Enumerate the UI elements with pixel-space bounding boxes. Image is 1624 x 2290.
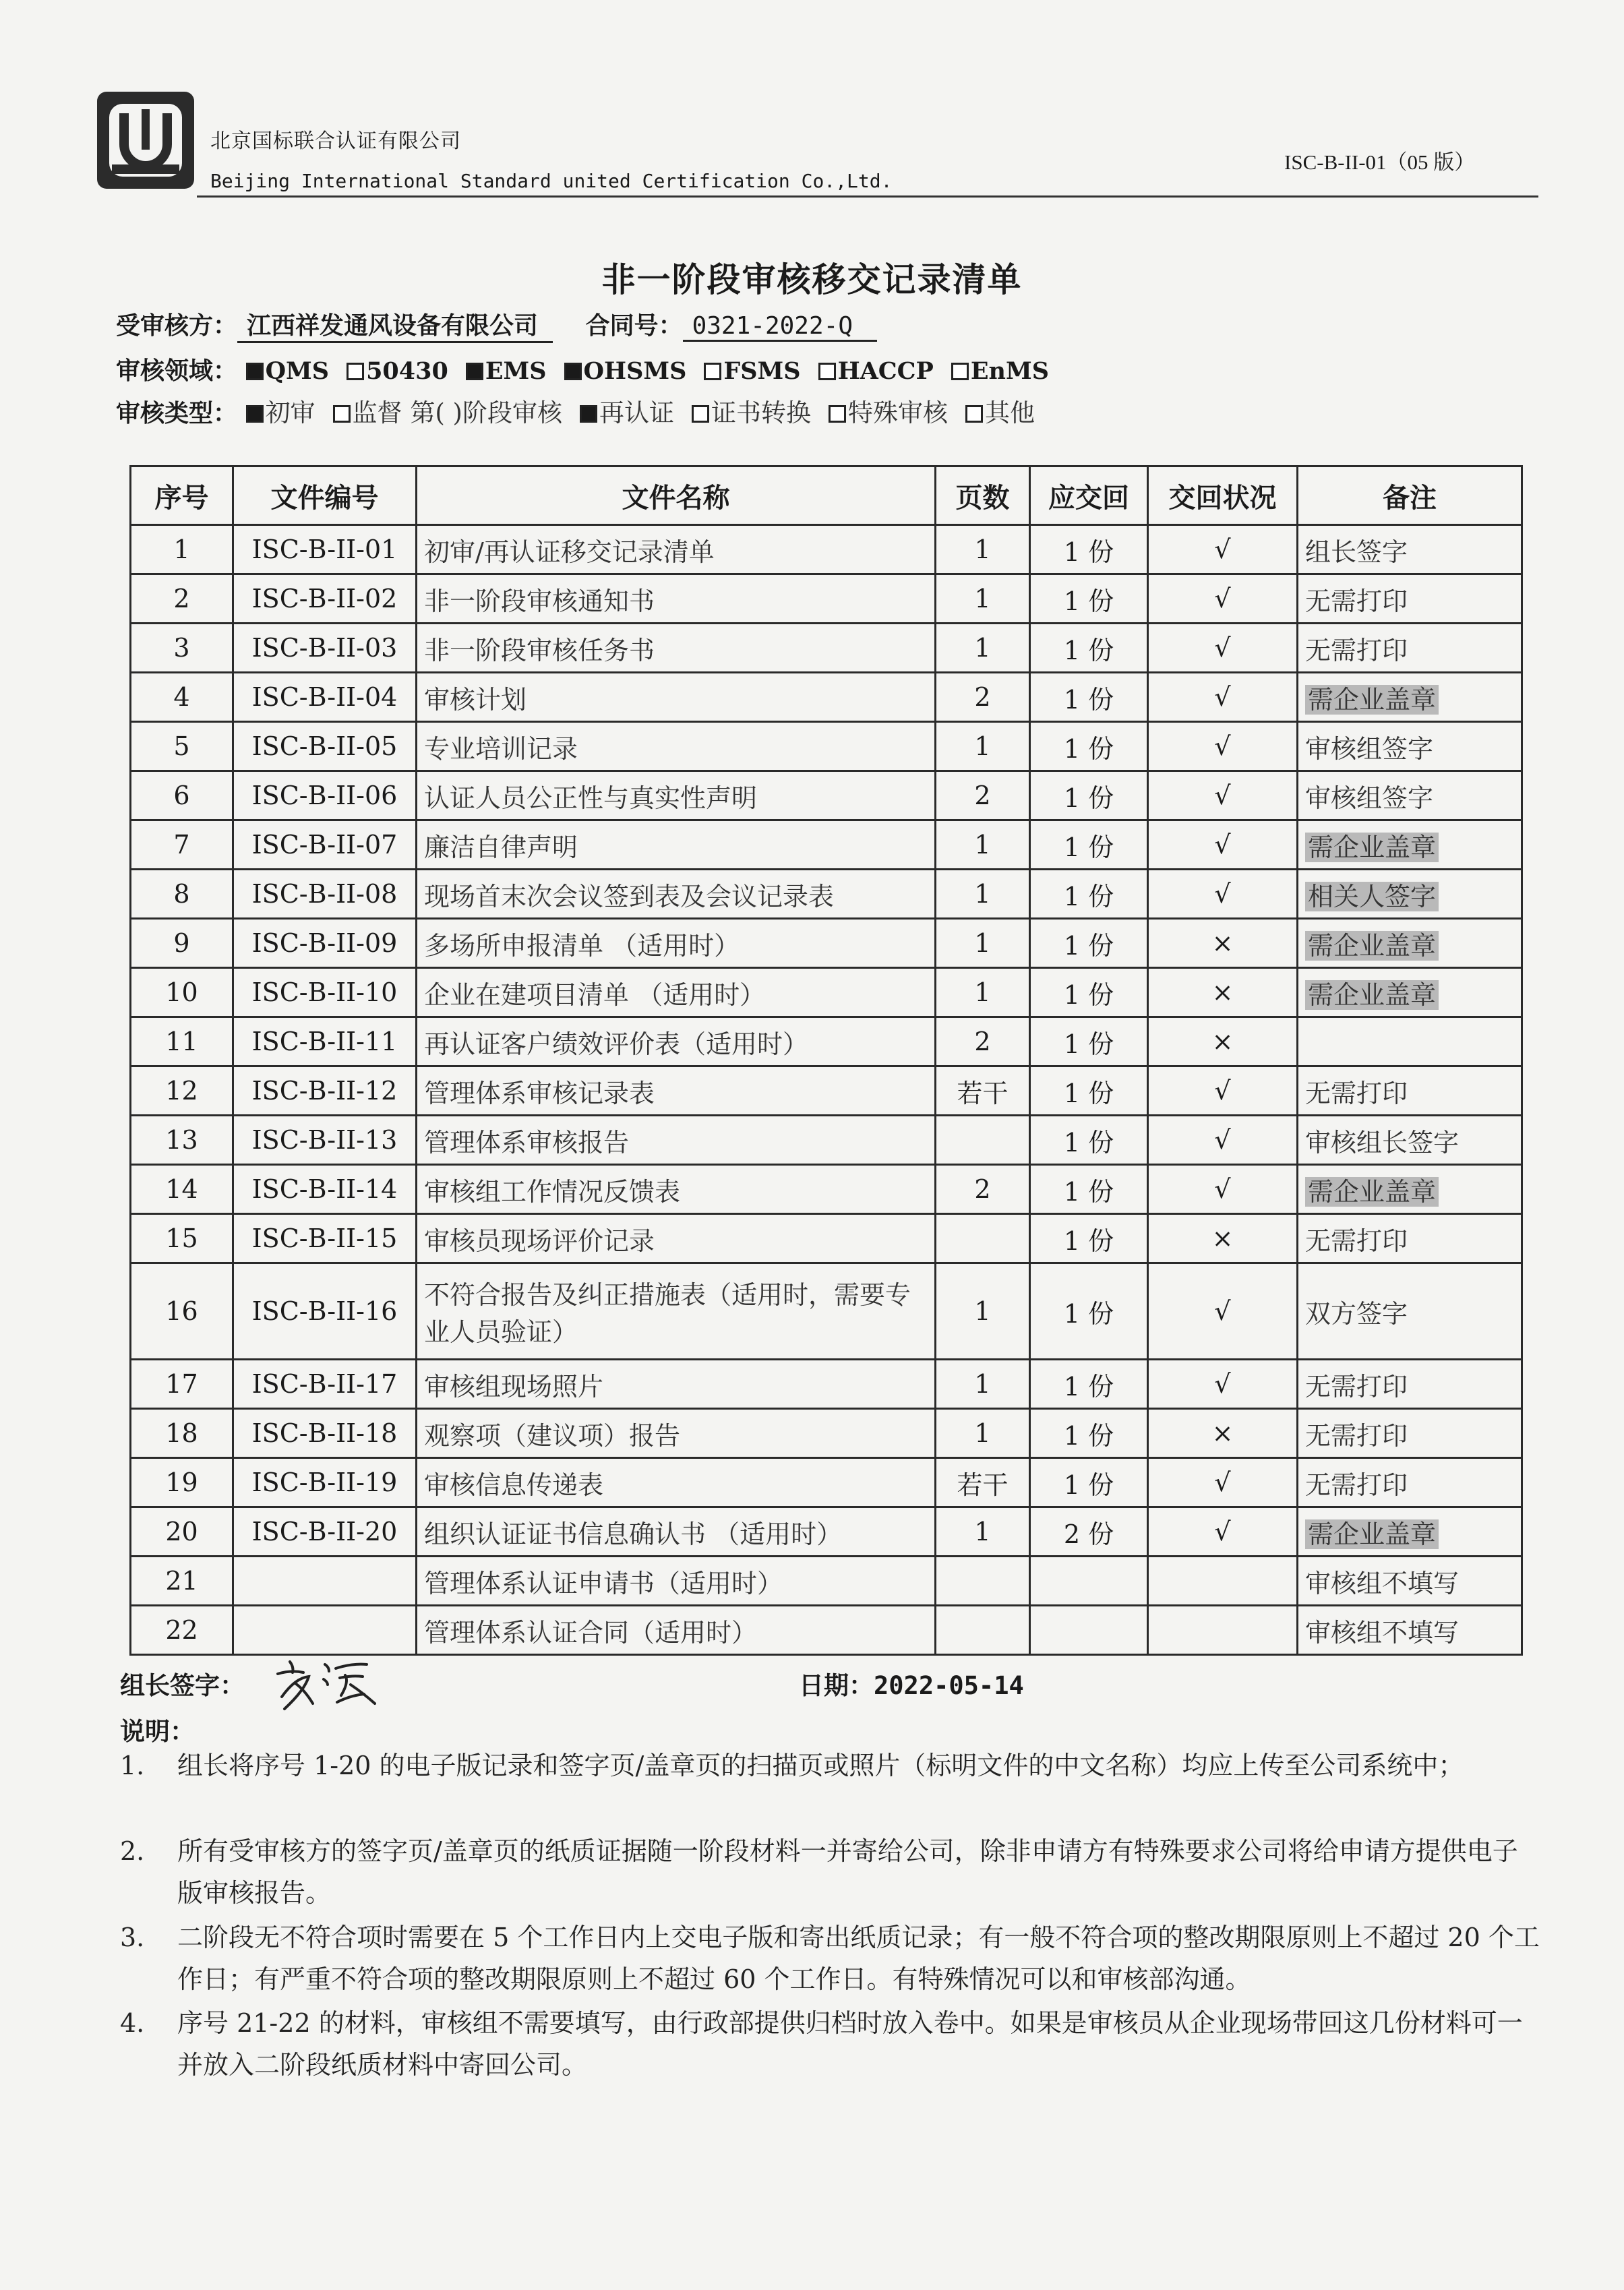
row-number: 15	[131, 1214, 233, 1263]
transfer-record-table	[129, 465, 1523, 1656]
table-row	[131, 1606, 1522, 1655]
table-row	[131, 968, 1522, 1017]
domain-option-label: QMS	[265, 357, 330, 385]
row-number: 3	[131, 624, 233, 673]
row-pages: 2	[936, 1017, 1030, 1066]
unchecked-box-icon[interactable]	[829, 405, 846, 423]
note-item	[120, 1745, 1542, 1786]
row-pages: 1	[936, 722, 1030, 771]
note-text: 序号 21-22 的材料，审核组不需要填写，由行政部提供归档时放入卷中。如果是审核员从企业现场带回这几份材料可一并放入二阶段纸质材料中寄回公司。	[177, 2008, 1523, 2080]
row-return-status: √	[1148, 722, 1298, 771]
checked-box-icon[interactable]	[564, 363, 582, 380]
row-remark: 无需打印	[1298, 1409, 1522, 1458]
row-file-code: ISC-B-II-15	[233, 1214, 417, 1263]
remark-highlight: 需企业盖章	[1305, 1177, 1439, 1207]
row-number: 17	[131, 1360, 233, 1409]
row-file-code: ISC-B-II-17	[233, 1360, 417, 1409]
row-file-name: 审核信息传递表	[417, 1458, 936, 1507]
date-value: 2022-05-14	[874, 1671, 1024, 1700]
domain-option[interactable]	[951, 357, 1049, 385]
note-item	[120, 1830, 1542, 1914]
remark-highlight: 需企业盖章	[1305, 685, 1439, 715]
row-number: 1	[131, 525, 233, 574]
audit-type-option-label: 监督 第( )阶段审核	[352, 398, 562, 427]
row-return-status: √	[1148, 870, 1298, 919]
table-row	[131, 1458, 1522, 1507]
row-number: 20	[131, 1507, 233, 1557]
row-pages: 1	[936, 624, 1030, 673]
row-remark	[1298, 1165, 1522, 1214]
row-copies: 1 份	[1030, 673, 1148, 722]
company-name-en: Beijing International Standard united Certification Co.,Ltd.	[210, 170, 893, 192]
row-file-name: 非一阶段审核通知书	[417, 574, 936, 624]
audit-type-option[interactable]	[965, 392, 1035, 429]
row-file-code	[233, 1606, 417, 1655]
row-file-name: 认证人员公正性与真实性声明	[417, 771, 936, 820]
row-return-status: √	[1148, 1066, 1298, 1116]
row-return-status: ×	[1148, 1017, 1298, 1066]
row-file-code: ISC-B-II-09	[233, 919, 417, 968]
table-header-row	[131, 466, 1522, 525]
note-number: 2.	[120, 1836, 145, 1866]
row-file-code: ISC-B-II-13	[233, 1116, 417, 1165]
row-remark	[1298, 919, 1522, 968]
handwritten-signature	[270, 1648, 391, 1712]
audit-type-option-label: 其他	[984, 398, 1035, 427]
unchecked-box-icon[interactable]	[965, 405, 983, 423]
row-return-status: √	[1148, 820, 1298, 870]
row-number: 5	[131, 722, 233, 771]
audit-type-option[interactable]	[580, 392, 674, 429]
notes-title: 说明：	[120, 1716, 195, 1746]
row-return-status	[1148, 1606, 1298, 1655]
row-pages	[936, 1116, 1030, 1165]
remark-highlight: 相关人签字	[1305, 882, 1439, 911]
row-pages: 1	[936, 574, 1030, 624]
row-return-status: √	[1148, 574, 1298, 624]
audit-type-option[interactable]	[333, 392, 562, 429]
company-name-cn: 北京国标联合认证有限公司	[210, 129, 461, 153]
row-number: 6	[131, 771, 233, 820]
row-number: 2	[131, 574, 233, 624]
row-pages: 1	[936, 870, 1030, 919]
row-copies: 1 份	[1030, 525, 1148, 574]
contract-value: 0321-2022-Q	[683, 312, 877, 342]
audit-type-option[interactable]	[246, 392, 315, 429]
row-file-name: 专业培训记录	[417, 722, 936, 771]
row-remark	[1298, 1017, 1522, 1066]
audit-domain-label: 审核领域：	[116, 357, 238, 385]
audit-domain-row	[116, 352, 1066, 386]
col-header-code: 文件编号	[233, 466, 417, 525]
auditee-label: 受审核方：	[116, 311, 238, 340]
table-row	[131, 1066, 1522, 1116]
row-return-status: √	[1148, 673, 1298, 722]
domain-option[interactable]	[466, 357, 547, 385]
note-number: 4.	[120, 2008, 145, 2038]
row-copies	[1030, 1557, 1148, 1606]
row-pages: 1	[936, 968, 1030, 1017]
row-file-code: ISC-B-II-18	[233, 1409, 417, 1458]
row-file-name: 非一阶段审核任务书	[417, 624, 936, 673]
row-number: 7	[131, 820, 233, 870]
row-file-name: 现场首末次会议签到表及会议记录表	[417, 870, 936, 919]
note-number: 1.	[120, 1751, 145, 1780]
table-row	[131, 722, 1522, 771]
row-return-status: ×	[1148, 968, 1298, 1017]
table-row	[131, 1507, 1522, 1557]
contract-label: 合同号：	[585, 311, 683, 340]
row-remark: 无需打印	[1298, 1214, 1522, 1263]
remark-highlight: 需企业盖章	[1305, 833, 1439, 862]
row-pages	[936, 1557, 1030, 1606]
note-text: 所有受审核方的签字页/盖章页的纸质证据随一阶段材料一并寄给公司，除非申请方有特殊要求公司将给申请方提供电子版审核报告。	[177, 1836, 1518, 1908]
row-file-name: 管理体系审核记录表	[417, 1066, 936, 1116]
auditee-row	[116, 307, 877, 343]
row-return-status: √	[1148, 525, 1298, 574]
row-number: 16	[131, 1263, 233, 1360]
row-copies: 1 份	[1030, 1017, 1148, 1066]
row-file-code: ISC-B-II-19	[233, 1458, 417, 1507]
row-file-code: ISC-B-II-04	[233, 673, 417, 722]
note-text: 组长将序号 1-20 的电子版记录和签字页/盖章页的扫描页或照片（标明文件的中文名称）均应上传至公司系统中；	[177, 1751, 1464, 1780]
row-return-status: √	[1148, 1116, 1298, 1165]
row-copies	[1030, 1606, 1148, 1655]
row-remark	[1298, 1507, 1522, 1557]
date-row	[799, 1665, 1024, 1701]
table-row	[131, 624, 1522, 673]
note-text: 二阶段无不符合项时需要在 5 个工作日内上交电子版和寄出纸质记录；有一般不符合项的整改期限原则上不超过 20 个工作日；有严重不符合项的整改期限原则上不超过 60 个工作日。有特殊情况可以和审核部沟通。	[177, 1923, 1540, 1994]
audit-type-label: 审核类型：	[116, 399, 238, 427]
table-row	[131, 1116, 1522, 1165]
audit-type-option-label: 初审	[265, 398, 315, 427]
row-return-status: √	[1148, 771, 1298, 820]
table-row	[131, 1165, 1522, 1214]
audit-type-option[interactable]	[829, 392, 948, 429]
row-file-name: 审核计划	[417, 673, 936, 722]
domain-option[interactable]	[246, 357, 330, 385]
row-file-code: ISC-B-II-11	[233, 1017, 417, 1066]
row-file-name: 审核组工作情况反馈表	[417, 1165, 936, 1214]
domain-option[interactable]	[818, 357, 934, 385]
auditee-value: 江西祥发通风设备有限公司	[237, 307, 553, 343]
row-file-name: 审核组现场照片	[417, 1360, 936, 1409]
row-number: 8	[131, 870, 233, 919]
note-item	[120, 2002, 1542, 2086]
row-file-code: ISC-B-II-08	[233, 870, 417, 919]
row-remark: 组长签字	[1298, 525, 1522, 574]
col-header-copies: 应交回	[1030, 466, 1148, 525]
table-row	[131, 919, 1522, 968]
row-pages	[936, 1214, 1030, 1263]
col-header-no: 序号	[131, 466, 233, 525]
row-file-code: ISC-B-II-20	[233, 1507, 417, 1557]
domain-option[interactable]	[704, 357, 800, 385]
row-copies: 1 份	[1030, 1116, 1148, 1165]
table-row	[131, 870, 1522, 919]
row-return-status: ×	[1148, 1409, 1298, 1458]
company-logo	[94, 89, 197, 191]
row-number: 9	[131, 919, 233, 968]
audit-type-option[interactable]	[692, 392, 811, 429]
domain-option-label: EMS	[485, 357, 547, 385]
row-number: 21	[131, 1557, 233, 1606]
row-remark: 无需打印	[1298, 1066, 1522, 1116]
row-number: 19	[131, 1458, 233, 1507]
row-copies: 1 份	[1030, 870, 1148, 919]
row-remark: 审核组不填写	[1298, 1557, 1522, 1606]
row-number: 4	[131, 673, 233, 722]
row-number: 11	[131, 1017, 233, 1066]
row-remark	[1298, 820, 1522, 870]
row-file-name: 初审/再认证移交记录清单	[417, 525, 936, 574]
row-remark: 审核组不填写	[1298, 1606, 1522, 1655]
row-copies: 1 份	[1030, 1066, 1148, 1116]
date-label: 日期：	[799, 1670, 874, 1700]
row-file-code: ISC-B-II-07	[233, 820, 417, 870]
unchecked-box-icon[interactable]	[347, 363, 364, 380]
row-copies: 1 份	[1030, 574, 1148, 624]
row-number: 18	[131, 1409, 233, 1458]
row-pages: 1	[936, 525, 1030, 574]
row-pages: 2	[936, 1165, 1030, 1214]
checked-box-icon[interactable]	[246, 405, 264, 423]
row-remark	[1298, 968, 1522, 1017]
row-copies: 1 份	[1030, 1165, 1148, 1214]
header-divider	[197, 195, 1538, 198]
row-return-status	[1148, 1557, 1298, 1606]
row-remark: 审核组签字	[1298, 722, 1522, 771]
row-file-name: 观察项（建议项）报告	[417, 1409, 936, 1458]
table-row	[131, 820, 1522, 870]
audit-type-option-label: 特殊审核	[847, 398, 948, 427]
row-remark	[1298, 870, 1522, 919]
row-pages: 若干	[936, 1066, 1030, 1116]
page-title: 非一阶段审核移交记录清单	[601, 260, 1023, 299]
leader-sign-label: 组长签字：	[120, 1670, 245, 1700]
row-copies: 2 份	[1030, 1507, 1148, 1557]
domain-option[interactable]	[347, 357, 448, 385]
row-return-status: √	[1148, 1165, 1298, 1214]
remark-highlight: 需企业盖章	[1305, 980, 1439, 1010]
note-number: 3.	[120, 1923, 145, 1952]
row-file-code: ISC-B-II-10	[233, 968, 417, 1017]
row-remark: 审核组签字	[1298, 771, 1522, 820]
row-file-name: 管理体系认证合同（适用时）	[417, 1606, 936, 1655]
row-pages: 1	[936, 919, 1030, 968]
row-return-status: ×	[1148, 1214, 1298, 1263]
row-file-code	[233, 1557, 417, 1606]
row-copies: 1 份	[1030, 771, 1148, 820]
row-pages: 1	[936, 1409, 1030, 1458]
table-row	[131, 1360, 1522, 1409]
row-file-name: 再认证客户绩效评价表（适用时）	[417, 1017, 936, 1066]
row-pages: 2	[936, 673, 1030, 722]
row-file-code: ISC-B-II-01	[233, 525, 417, 574]
col-header-status: 交回状况	[1148, 466, 1298, 525]
row-file-name: 不符合报告及纠正措施表（适用时，需要专业人员验证）	[417, 1263, 936, 1360]
row-return-status: √	[1148, 624, 1298, 673]
audit-type-row	[116, 392, 1052, 429]
row-number: 22	[131, 1606, 233, 1655]
row-number: 10	[131, 968, 233, 1017]
table-row	[131, 1214, 1522, 1263]
row-file-code: ISC-B-II-12	[233, 1066, 417, 1116]
checked-box-icon[interactable]	[466, 363, 483, 380]
row-copies: 1 份	[1030, 1263, 1148, 1360]
table-row	[131, 574, 1522, 624]
domain-option-label: OHSMS	[583, 357, 687, 385]
row-pages: 1	[936, 820, 1030, 870]
row-file-code: ISC-B-II-05	[233, 722, 417, 771]
row-copies: 1 份	[1030, 919, 1148, 968]
row-file-name: 审核员现场评价记录	[417, 1214, 936, 1263]
audit-type-option-label: 证书转换	[711, 398, 811, 427]
unchecked-box-icon[interactable]	[692, 405, 709, 423]
row-file-code: ISC-B-II-03	[233, 624, 417, 673]
row-remark	[1298, 673, 1522, 722]
row-file-name: 多场所申报清单 （适用时）	[417, 919, 936, 968]
unchecked-box-icon[interactable]	[951, 363, 969, 380]
checked-box-icon[interactable]	[580, 405, 597, 423]
row-copies: 1 份	[1030, 1409, 1148, 1458]
row-remark: 无需打印	[1298, 1458, 1522, 1507]
row-copies: 1 份	[1030, 1458, 1148, 1507]
row-return-status: √	[1148, 1360, 1298, 1409]
row-file-name: 管理体系认证申请书（适用时）	[417, 1557, 936, 1606]
note-item	[120, 1917, 1542, 2000]
table-row	[131, 1263, 1522, 1360]
domain-option-label: HACCP	[837, 357, 934, 385]
domain-option[interactable]	[564, 357, 687, 385]
unchecked-box-icon[interactable]	[333, 405, 351, 423]
row-remark: 双方签字	[1298, 1263, 1522, 1360]
row-copies: 1 份	[1030, 1214, 1148, 1263]
row-file-code: ISC-B-II-14	[233, 1165, 417, 1214]
domain-option-label: FSMS	[723, 357, 801, 385]
row-remark: 无需打印	[1298, 574, 1522, 624]
checked-box-icon[interactable]	[246, 363, 264, 380]
row-copies: 1 份	[1030, 1360, 1148, 1409]
unchecked-box-icon[interactable]	[704, 363, 721, 380]
row-return-status: √	[1148, 1263, 1298, 1360]
row-copies: 1 份	[1030, 820, 1148, 870]
table-row	[131, 1409, 1522, 1458]
row-pages: 若干	[936, 1458, 1030, 1507]
domain-option-label: 50430	[366, 357, 448, 385]
row-file-name: 企业在建项目清单 （适用时）	[417, 968, 936, 1017]
table-row	[131, 673, 1522, 722]
row-file-name: 管理体系审核报告	[417, 1116, 936, 1165]
row-pages: 1	[936, 1360, 1030, 1409]
row-number: 13	[131, 1116, 233, 1165]
row-remark: 无需打印	[1298, 624, 1522, 673]
row-copies: 1 份	[1030, 968, 1148, 1017]
row-remark: 审核组长签字	[1298, 1116, 1522, 1165]
row-pages: 2	[936, 771, 1030, 820]
row-number: 14	[131, 1165, 233, 1214]
col-header-name: 文件名称	[417, 466, 936, 525]
table-row	[131, 771, 1522, 820]
row-file-name: 组织认证证书信息确认书 （适用时）	[417, 1507, 936, 1557]
row-pages: 1	[936, 1263, 1030, 1360]
remark-highlight: 需企业盖章	[1305, 931, 1439, 961]
row-number: 12	[131, 1066, 233, 1116]
row-copies: 1 份	[1030, 722, 1148, 771]
row-file-code: ISC-B-II-16	[233, 1263, 417, 1360]
table-row	[131, 525, 1522, 574]
row-return-status: √	[1148, 1458, 1298, 1507]
table-row	[131, 1557, 1522, 1606]
row-file-code: ISC-B-II-02	[233, 574, 417, 624]
row-remark: 无需打印	[1298, 1360, 1522, 1409]
col-header-pages: 页数	[936, 466, 1030, 525]
row-file-name: 廉洁自律声明	[417, 820, 936, 870]
remark-highlight: 需企业盖章	[1305, 1519, 1439, 1549]
row-return-status: √	[1148, 1507, 1298, 1557]
row-file-code: ISC-B-II-06	[233, 771, 417, 820]
row-copies: 1 份	[1030, 624, 1148, 673]
table-row	[131, 1017, 1522, 1066]
row-pages: 1	[936, 1507, 1030, 1557]
document-code: ISC-B-II-01（05 版）	[1284, 150, 1476, 174]
domain-option-label: EnMS	[970, 357, 1049, 385]
row-pages	[936, 1606, 1030, 1655]
col-header-remark: 备注	[1298, 466, 1522, 525]
unchecked-box-icon[interactable]	[818, 363, 836, 380]
row-return-status: ×	[1148, 919, 1298, 968]
audit-type-option-label: 再认证	[599, 398, 674, 427]
